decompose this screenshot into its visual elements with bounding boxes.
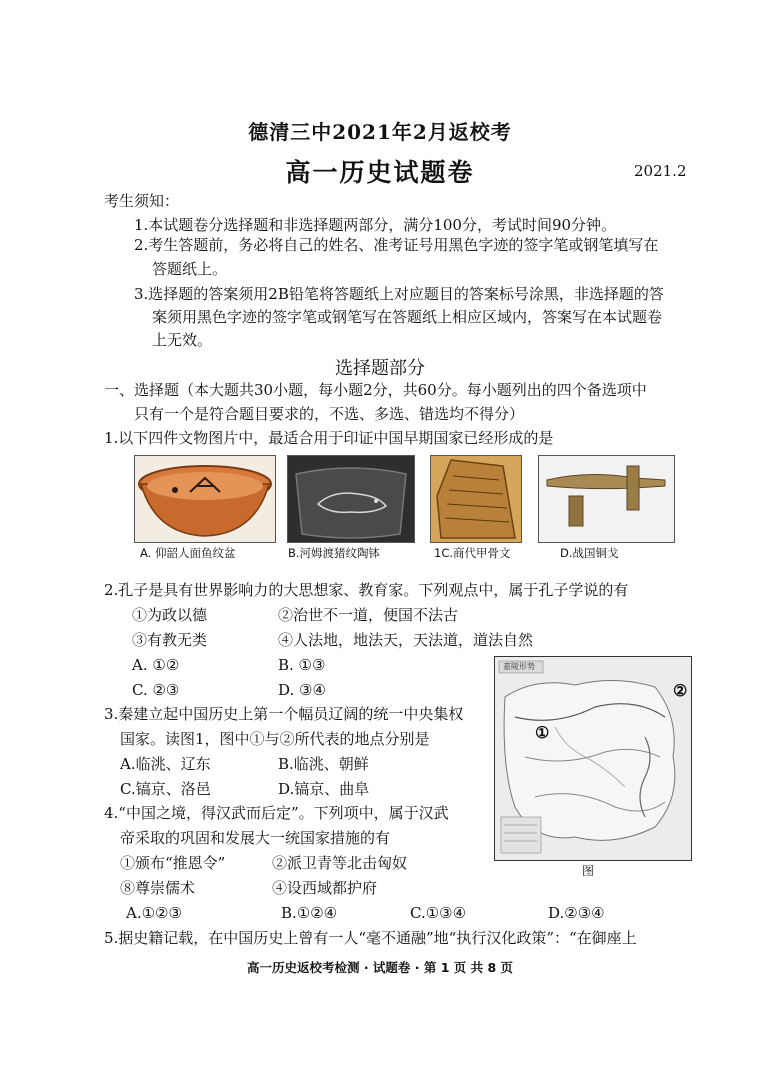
artifact-image-c [430, 455, 522, 543]
map-title: 嘉陵形势 [503, 662, 535, 671]
q4-choice-a: A.①②③ [126, 904, 182, 922]
q4-stem-line1: 4.“中国之境，得汉武而后定”。下列项中，属于汉武 [104, 804, 449, 822]
q2-choice-b: B. ①③ [278, 656, 326, 674]
notice-heading: 考生须知： [104, 192, 180, 210]
map-marker-2: ② [673, 681, 688, 700]
map-caption: 图 [582, 864, 595, 878]
q4-option-4: ④设西域都护府 [272, 879, 378, 897]
q3-stem-line2: 国家。读图1，图中①与②所代表的地点分别是 [120, 730, 430, 748]
map-figure [494, 656, 692, 861]
q4-choice-b: B.①②④ [281, 904, 338, 922]
section-intro-line1: 一、选择题（本大题共30小题，每小题2分，共60分。每小题列出的四个备选项中 [104, 381, 647, 399]
q2-option-2: ②治世不一道，便国不法古 [278, 606, 459, 624]
q2-choice-a: A. ①② [132, 656, 180, 674]
q3-stem-line1: 3.秦建立起中国历史上第一个幅员辽阔的统一中央集权 [104, 705, 464, 723]
caption-a: A. 仰韶人面鱼纹盆 [140, 546, 236, 560]
q3-choice-b: B.临洮、朝鲜 [278, 755, 369, 773]
artifact-image-d [538, 455, 675, 543]
map-marker-1: ① [535, 723, 550, 742]
q4-choice-c: C.①③④ [410, 904, 467, 922]
q5-stem: 5.据史籍记载，在中国历史上曾有一人“毫不通融”地“执行汉化政策”：“在御座上 [104, 929, 637, 947]
notice-item-3-end: 上无效。 [152, 331, 213, 349]
exam-title-line2: 高一历史试题卷 [285, 158, 475, 187]
q4-option-3: ⑧尊崇儒术 [120, 879, 196, 897]
q3-choice-a: A.临洮、辽东 [120, 755, 211, 773]
q2-stem: 2.孔子是具有世界影响力的大思想家、教育家。下列观点中，属于孔子学说的有 [104, 581, 629, 599]
q3-choice-c: C.镐京、洛邑 [120, 780, 211, 798]
notice-item-3: 3.选择题的答案须用2B铅笔将答题纸上对应题目的答案标号涂黑，非选择题的答 [134, 285, 664, 303]
q2-option-4: ④人法地，地法天，天法道，道法自然 [278, 631, 534, 649]
artifact-image-b [287, 455, 415, 543]
section-intro-line2: 只有一个是符合题目要求的，不选、多选、错选均不得分） [134, 405, 525, 423]
q4-option-2: ②派卫青等北击匈奴 [272, 854, 408, 872]
notice-item-2-cont: 答题纸上。 [152, 260, 228, 278]
exam-title-line1: 德清三中2021年2月返校考 [248, 120, 512, 144]
notice-item-1: 1.本试题卷分选择题和非选择题两部分，满分100分，考试时间90分钟。 [134, 216, 617, 234]
q1-stem: 1.以下四件文物图片中，最适合用于印证中国早期国家已经形成的是 [104, 429, 554, 447]
caption-c: 1C.商代甲骨文 [434, 546, 511, 560]
q3-choice-d: D.镐京、曲阜 [278, 780, 370, 798]
q2-option-3: ③有教无类 [132, 631, 208, 649]
section-title: 选择题部分 [335, 358, 425, 379]
q2-choice-c: C. ②③ [132, 681, 180, 699]
caption-b: B.河姆渡猪纹陶钵 [288, 546, 381, 560]
q4-option-1: ①颁布“推恩令” [120, 854, 226, 872]
artifact-image-a [134, 455, 276, 543]
notice-item-2: 2.考生答题前，务必将自己的姓名、准考证号用黑色字迹的签字笔或钢笔填写在 [134, 236, 659, 254]
exam-date: 2021.2 [634, 162, 687, 180]
q4-choice-d: D.②③④ [548, 904, 605, 922]
q2-choice-d: D. ③④ [278, 681, 326, 699]
q2-option-1: ①为政以德 [132, 606, 208, 624]
q4-stem-line2: 帝采取的巩固和发展大一统国家措施的有 [120, 829, 391, 847]
page-footer: 高一历史返校考检测 · 试题卷 · 第 1 页 共 8 页 [246, 960, 514, 975]
notice-item-3-cont: 案须用黑色字迹的签字笔或钢笔写在答题纸上相应区域内，答案写在本试题卷 [152, 308, 663, 326]
caption-d: D.战国铜戈 [560, 546, 619, 560]
